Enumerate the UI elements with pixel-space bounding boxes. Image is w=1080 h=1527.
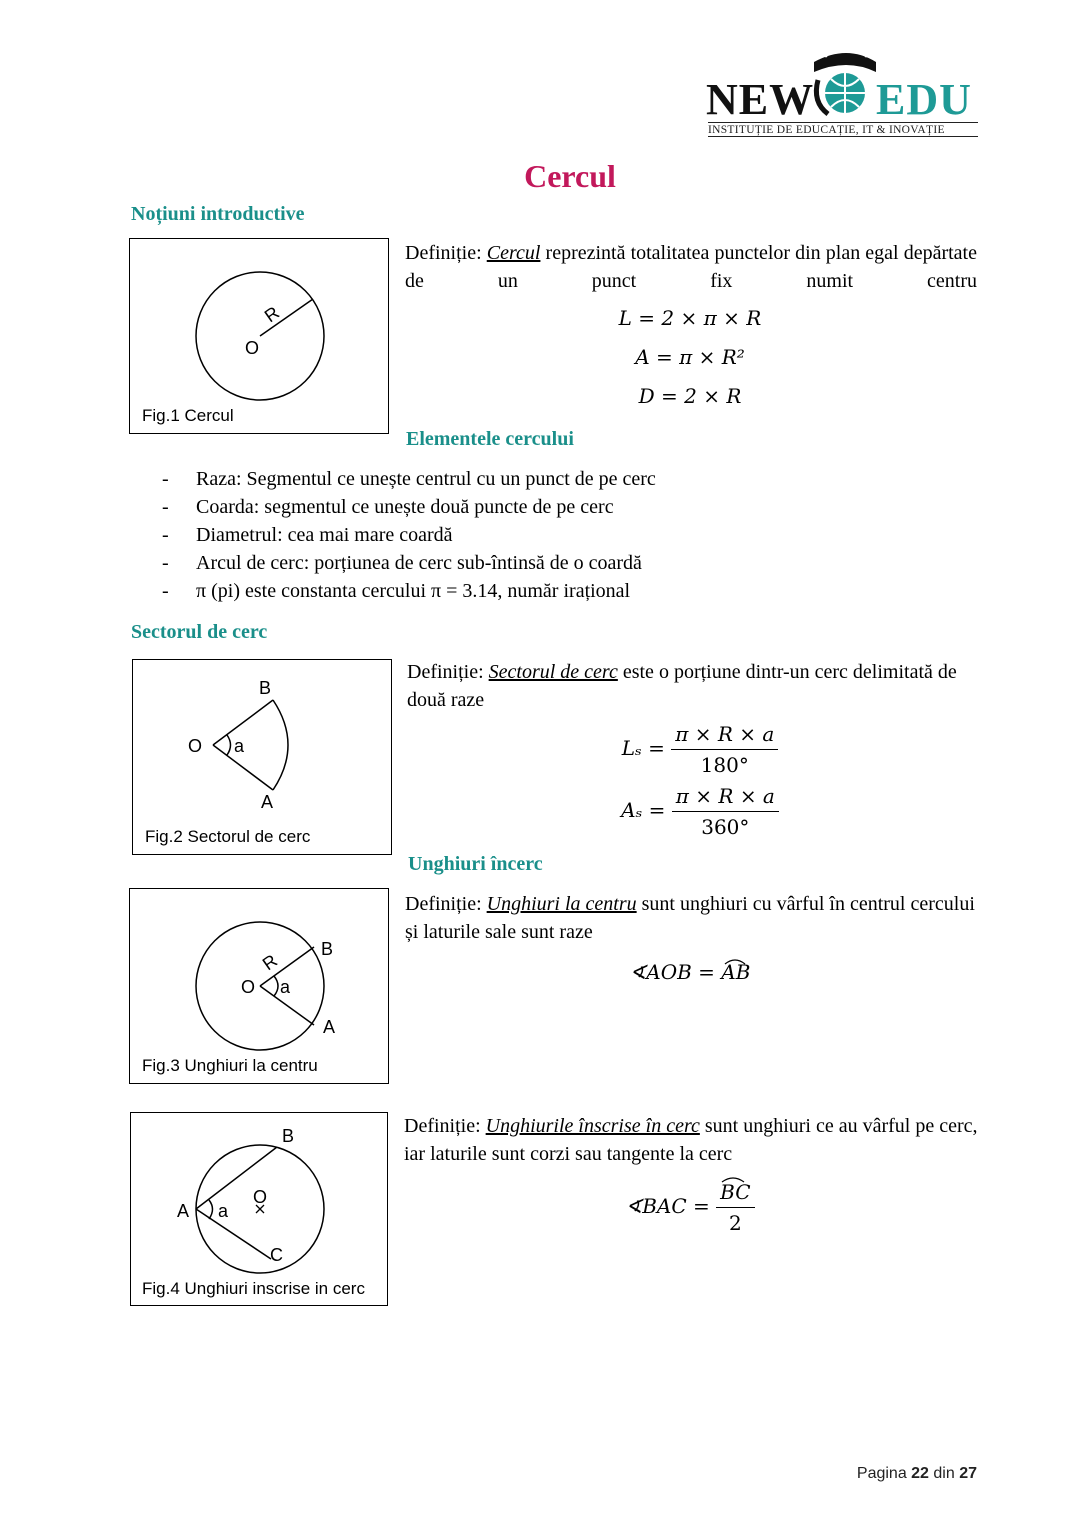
definition-inscribed-angle	[404, 1112, 982, 1168]
logo-brand-right: EDU	[876, 75, 972, 124]
formula-lhs: ∢BAC =	[625, 1194, 710, 1218]
definition-term: Unghiurile înscrise în cerc	[485, 1115, 700, 1137]
definition-text: sunt unghiuri ce au vârful pe cerc, iar laturile sunt corzi sau tangente la cerc	[404, 1115, 978, 1165]
fraction-numerator: BC	[716, 1180, 754, 1208]
definition-cercul	[405, 239, 977, 295]
fraction-denominator: 180°	[700, 753, 749, 777]
section-heading-introductive: Noțiuni introductive	[131, 203, 305, 225]
section-heading-elements: Elementele cercului	[406, 428, 574, 450]
footer-total-pages: 27	[959, 1465, 977, 1482]
definition-term: Cercul	[486, 242, 541, 264]
formula-lhs: Lₛ =	[621, 736, 665, 760]
definition-sector	[407, 658, 982, 714]
arc-hat-icon	[722, 956, 748, 966]
formula-diameter: D = 2 × R	[638, 384, 742, 408]
sector-diagram	[133, 660, 391, 854]
list-item: - Coarda: segmentul ce unește două puncte de pe cerc	[162, 493, 962, 521]
fraction	[672, 784, 779, 839]
fig4-angle-label: a	[218, 1201, 229, 1221]
page-title: Cercul	[524, 158, 616, 194]
definition-term: Unghiuri la centru	[486, 893, 637, 915]
list-item: - π (pi) este constanta cercului π = 3.14, număr irațional	[162, 577, 962, 605]
list-item: - Diametrul: cea mai mare coardă	[162, 521, 962, 549]
footer-page-number: 22	[911, 1465, 929, 1482]
formula-central-angle: ∢AOB = AB	[629, 960, 751, 984]
fig2-b-label: B	[259, 678, 272, 698]
figure-caption: Fig.1 Cercul	[142, 406, 234, 425]
definition-lead: Definiție:	[404, 1115, 486, 1137]
fig3-radius-label: R	[258, 950, 281, 975]
fig3-center-label: O	[241, 977, 256, 997]
logo-tagline: INSTITUȚIE DE EDUCAȚIE, IT & INOVAȚIE	[708, 122, 978, 137]
figure-sector	[132, 659, 392, 855]
figure-circle	[129, 238, 389, 434]
figure-caption: Fig.3 Unghiuri la centru	[142, 1056, 318, 1075]
section-heading-angles: Unghiuri încerc	[408, 853, 543, 875]
definition-lead: Definiție:	[407, 661, 489, 683]
fraction-denominator: 360°	[701, 815, 750, 839]
fraction-denominator: 2	[728, 1211, 742, 1235]
section-heading-sector: Sectorul de cerc	[131, 621, 268, 643]
fig3-b-label: B	[321, 939, 334, 959]
arc-hat-icon	[719, 1174, 747, 1184]
central-angle-diagram	[130, 889, 388, 1083]
definition-text: sunt unghiuri cu vârful în centrul cercului și laturile sale sunt raze	[405, 893, 975, 943]
fig2-center-label: O	[188, 736, 203, 756]
list-item: - Arcul de cerc: porțiunea de cerc sub-întinsă de o coardă	[162, 549, 962, 577]
definition-lead: Definiție:	[405, 893, 487, 915]
fig1-radius-label: R	[260, 302, 283, 327]
formula-length: L = 2 × π × R	[618, 306, 762, 330]
fig2-angle-label: a	[234, 736, 245, 756]
fig4-vertex-label: A	[177, 1201, 190, 1221]
figure-caption: Fig.4 Unghiuri inscrise in cerc	[142, 1279, 365, 1298]
circle-diagram	[130, 239, 388, 433]
definition-central-angle	[405, 890, 980, 946]
formula-sector-length	[600, 722, 800, 777]
fig4-center-label: O	[253, 1187, 268, 1207]
definition-term: Sectorul de cerc	[488, 661, 618, 683]
fig4-b-label: B	[282, 1126, 295, 1146]
formula-sector-area	[600, 784, 800, 839]
footer-prefix: Pagina	[856, 1465, 912, 1482]
fig1-center-label: O	[245, 338, 260, 358]
fraction-numerator: π × R × a	[671, 722, 778, 750]
definition-text: reprezintă totalitatea punctelor din plan egal depărtate de un punct fix numit centru	[405, 242, 977, 292]
fig2-a-label: A	[261, 792, 274, 812]
definition-text: este o porțiune dintr-un cerc delimitată de două raze	[407, 661, 957, 711]
definition-lead: Definiție:	[405, 242, 487, 264]
fraction	[671, 722, 778, 777]
inscribed-angle-diagram	[131, 1113, 387, 1305]
logo	[700, 40, 990, 140]
list-item: - Raza: Segmentul ce unește centrul cu un punct de pe cerc	[162, 465, 962, 493]
figure-caption: Fig.2 Sectorul de cerc	[145, 827, 311, 846]
fig4-c-label: C	[270, 1245, 283, 1265]
fraction-numerator: π × R × a	[672, 784, 779, 812]
page-footer	[857, 1465, 977, 1483]
formula-lhs: Aₛ =	[621, 798, 666, 822]
formula-area: A = π × R²	[635, 345, 745, 369]
fig3-a-label: A	[323, 1017, 336, 1037]
fraction	[716, 1180, 754, 1235]
figure-inscribed-angle	[130, 1112, 388, 1306]
footer-middle: din	[928, 1465, 960, 1482]
figure-central-angle	[129, 888, 389, 1084]
fig3-angle-label: a	[280, 977, 291, 997]
elements-list	[162, 465, 962, 605]
logo-brand-left: NEW	[706, 75, 815, 124]
formula-inscribed-angle	[600, 1180, 780, 1235]
